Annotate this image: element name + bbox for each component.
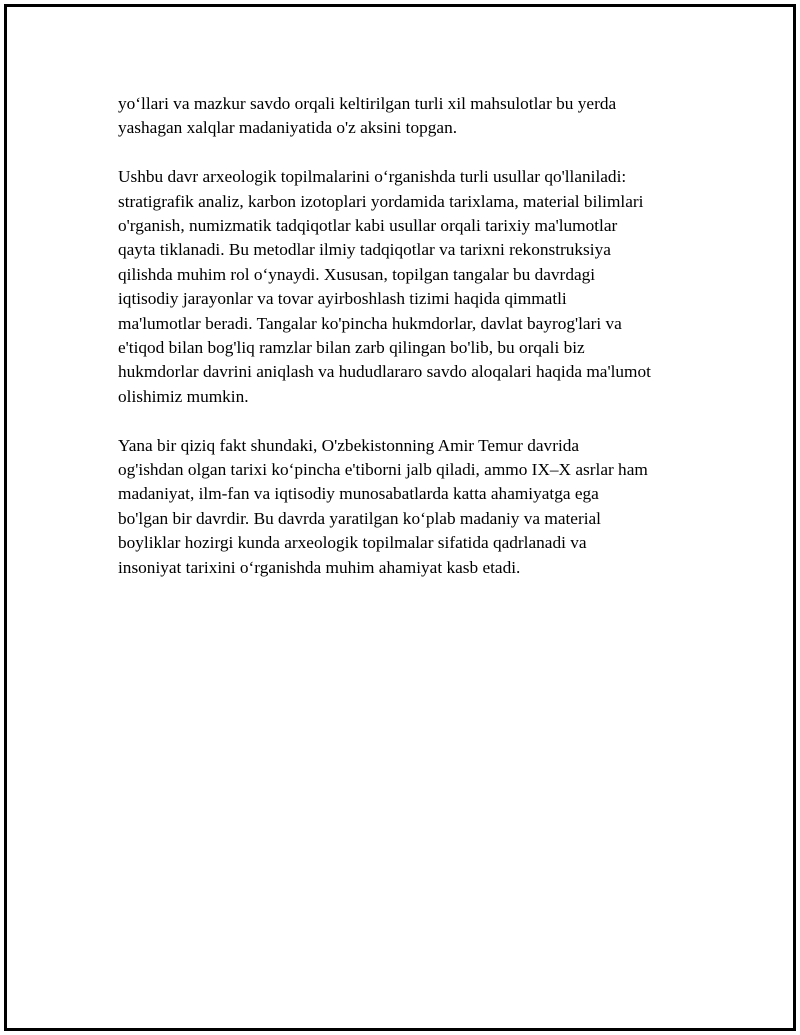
text-line: qilishda muhim rol o‘ynaydi. Xususan, topilgan tangalar bu davrdagi xyxy=(118,264,596,284)
text-line: qayta tiklanadi. Bu metodlar ilmiy tadqiqotlar va tarixni rekonstruksiya xyxy=(118,240,611,260)
text-line: olishimiz mumkin. xyxy=(118,386,249,406)
text-line: iqtisodiy jarayonlar va tovar ayirboshlash tizimi haqida qimmatli xyxy=(118,289,567,309)
text-line: ma'lumotlar beradi. Tangalar ko'pincha hukmdorlar, davlat bayrog'lari va xyxy=(118,313,622,333)
text-line: e'tiqod bilan bog'liq ramzlar bilan zarb qilingan bo'lib, bu orqali biz xyxy=(118,338,585,358)
text-line: stratigrafik analiz, karbon izotoplari yordamida tarixlama, material bilimlari xyxy=(118,191,644,211)
paragraph-1 xyxy=(118,92,688,141)
text-line: o'rganish, numizmatik tadqiqotlar kabi usullar orqali tarixiy ma'lumotlar xyxy=(118,216,618,236)
text-line: yo‘llari va mazkur savdo orqali keltirilgan turli xil mahsulotlar bu yerda xyxy=(118,94,617,113)
text-line: og'ishdan olgan tarixi ko‘pincha e'tiborni jalb qiladi, ammo IX–X asrlar ham xyxy=(118,460,648,480)
text-line: yashagan xalqlar madaniyatida o'z aksini topgan. xyxy=(118,118,458,138)
text-line: insoniyat tarixini o‘rganishda muhim ahamiyat kasb etadi. xyxy=(118,557,521,577)
text-line: boyliklar hozirgi kunda arxeologik topilmalar sifatida qadrlanadi va xyxy=(118,533,587,553)
text-line: madaniyat, ilm-fan va iqtisodiy munosabatlarda katta ahamiyatga ega xyxy=(118,484,599,504)
text-line: Ushbu davr arxeologik topilmalarini o‘rganishda turli usullar qo'llaniladi: xyxy=(118,167,627,187)
paragraph-3 xyxy=(118,434,688,580)
paragraph-2 xyxy=(118,165,688,409)
document-body xyxy=(118,92,688,604)
text-line: bo'lgan bir davrdir. Bu davrda yaratilgan ko‘plab madaniy va material xyxy=(118,508,601,528)
text-line: hukmdorlar davrini aniqlash va hududlararo savdo aloqalari haqida ma'lumot xyxy=(118,362,651,382)
text-line: Yana bir qiziq fakt shundaki, O'zbekistonning Amir Temur davrida xyxy=(118,435,580,455)
